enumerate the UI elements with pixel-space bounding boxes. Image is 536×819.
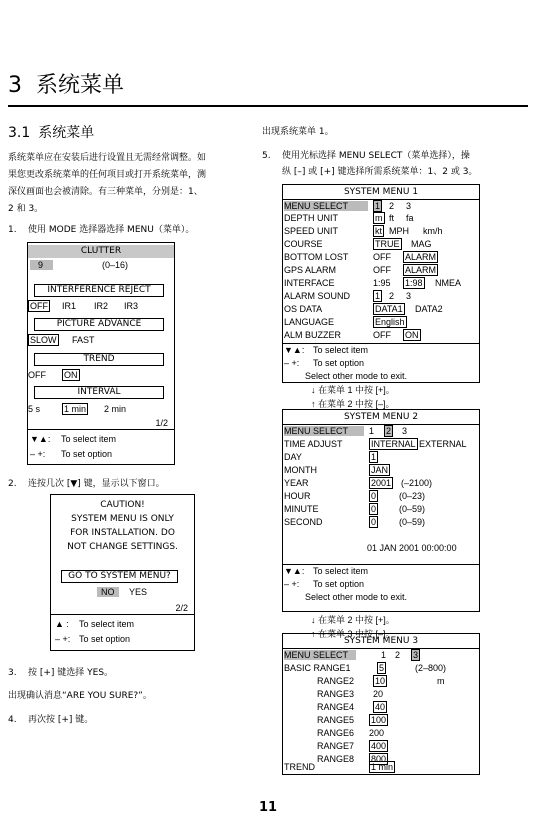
arrow-note-menu3-up: ↑ 在菜单 3 中按 [–]。 [311, 629, 395, 639]
system-menu-2-title: SYSTEM MENU 2 [343, 412, 419, 422]
chapter-rule [8, 105, 528, 107]
no-option[interactable]: NO [97, 587, 119, 597]
yes-option[interactable]: YES [129, 587, 148, 597]
caution-screen: CAUTION! SYSTEM MENU IS ONLY FOR INSTALLATION. DO NOT CHANGE SETTINGS. GO TO SYSTEM MENU? NO YES 2/2 ▲ : To select item – +: To set option [50, 494, 195, 651]
intro-paragraph: 系统菜单应在安装后进行设置且无需经常调整。如 果您更改系统菜单的任何项目或打开系统菜单，测 深仪画面也会被清除。有三种菜单，分别是：1、 2 和 3。 [8, 153, 207, 214]
trend-header: TREND [34, 353, 164, 366]
system-menu-1-note: 出现系统菜单 1。 [262, 127, 334, 137]
interval-1min[interactable]: 1 min [64, 404, 87, 414]
go-to-system-menu-prompt: GO TO SYSTEM MENU? [61, 570, 178, 583]
step-3: 3. 按 [+] 键选择 YES。 [8, 668, 114, 678]
step-1: 1. 使用 MODE 选择器选择 MENU（菜单）。 [8, 225, 195, 235]
chapter-title: 3 系统菜单 [8, 73, 125, 98]
interval-header: INTERVAL [34, 386, 164, 399]
arrow-note-menu2-up: ↑ 在菜单 2 中按 [–]。 [311, 399, 395, 409]
interference-header: INTERFERENCE REJECT [34, 284, 164, 297]
system-menu-1: SYSTEM MENU 1 MENU SELECT 1 2 3 DEPTH UNIT m ft fa SPEED UNIT kt MPH km/h COURSE TRUE MAG BOTTOM LOST OFF ALARM GPS ALARM OFF ALARM INTERFACE 1:95 1:98 NMEA ALARM SOUND 1 2 3 OS DATA DATA1 DATA2 LANGUAGE English ALM BUZZER OFF ON ▼▲: To select item – +: To set option Select other mode to exit. [282, 184, 480, 383]
menu-select-3[interactable]: MENU SELECT [284, 650, 356, 660]
trend-on[interactable]: ON [64, 370, 78, 380]
menu-select-1[interactable]: MENU SELECT [284, 201, 368, 211]
menu-screen: CLUTTER 9 (0–16) INTERFERENCE REJECT OFF IR1 IR2 IR3 PICTURE ADVANCE SLOW FAST TREND OFF ON INTERVAL 5 s 1 min 2 min 1/2 ▼▲: To select item – +: To set option [27, 242, 175, 465]
page-number: 11 [258, 800, 278, 815]
system-menu-1-title: SYSTEM MENU 1 [343, 187, 419, 197]
clutter-value[interactable]: 9 [30, 260, 53, 270]
current-datetime: 01 JAN 2001 00:00:00 [367, 543, 457, 553]
confirm-note: 出现确认消息“ARE YOU SURE?”。 [8, 691, 152, 701]
section-title: 3.1 系统菜单 [8, 125, 95, 141]
page-indicator: 1/2 [155, 418, 168, 428]
picture-slow[interactable]: SLOW [30, 335, 57, 345]
system-menu-3-title: SYSTEM MENU 3 [343, 636, 419, 646]
step-5: 5. 使用光标选择 MENU SELECT（菜单选择），操 纵 [–] 或 [+] 键选择所需系统菜单：1、2 或 3。 [262, 151, 478, 177]
menu-select-2[interactable]: MENU SELECT [284, 426, 364, 436]
system-menu-2: SYSTEM MENU 2 MENU SELECT 1 2 3 TIME ADJUST INTERNAL EXTERNAL DAY 1 MONTH JAN YEAR 2001 (–2100) HOUR 0 (0–23) MINUTE 0 (0–59) SECOND 0 (0–59) 01 JAN 2001 00:00:00 ▼▲: To select item – +: To set option Select other mode to exit. [282, 409, 480, 612]
step-4: 4. 再次按 [+] 键。 [8, 715, 94, 725]
arrow-note-menu2-down: ↓ 在菜单 2 中按 [+]。 [311, 615, 395, 625]
clutter-header: CLUTTER [28, 245, 174, 258]
interference-off[interactable]: OFF [30, 301, 48, 311]
caution-title: CAUTION! [100, 500, 145, 510]
step-2: 2. 连按几次 [▼] 键，显示以下窗口。 [8, 479, 165, 489]
system-menu-3: SYSTEM MENU 3 MENU SELECT 1 2 3 BASIC RANGE1 5 (2–800) RANGE2 10 m RANGE3 20 RANGE4 40 RANGE5 100 RANGE6 200 RANGE7 400 RANGE8 800 TREND 1 min [282, 633, 480, 775]
picture-advance-header: PICTURE ADVANCE [34, 318, 164, 331]
arrow-note-menu1-down: ↓ 在菜单 1 中按 [+]。 [311, 385, 395, 395]
